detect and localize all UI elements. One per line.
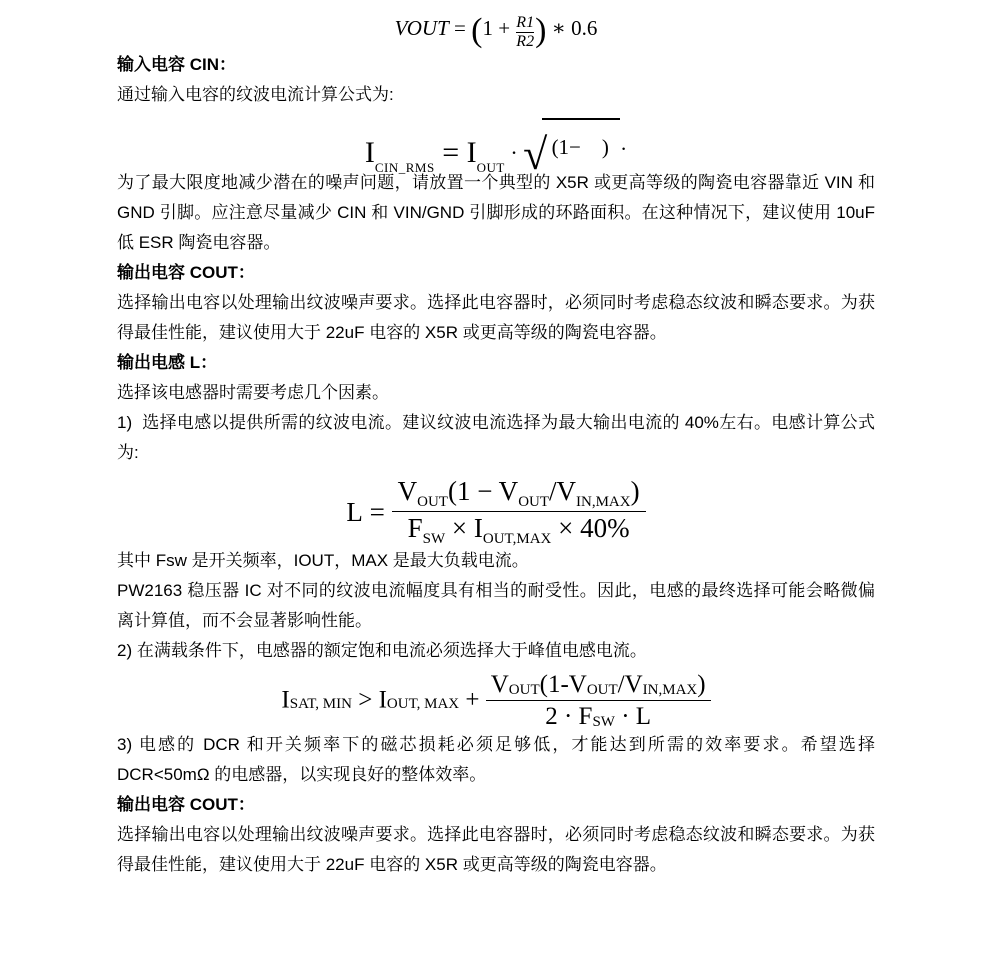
paragraph-inductor-note-fsw: 其中 Fsw 是开关频率，IOUT，MAX 是最大负载电流。 (117, 551, 529, 570)
formula-isat-den-pre: 2 · F (545, 702, 593, 730)
formula-isat-numerator (486, 669, 711, 700)
formula-isat-lhs-sub: SAT, MIN (289, 696, 352, 712)
formula-isat-denominator (486, 700, 711, 732)
formula-l-numerator (392, 475, 646, 512)
paragraph-inductor-intro: 选择该电感器时需要考虑几个因素。 (117, 383, 389, 402)
formula-isat-num-slash: /V (617, 670, 643, 698)
heading-input-capacitor: 输入电容 CIN： (117, 55, 236, 74)
formula-l-num-close: ) (630, 475, 640, 506)
paragraph-output-cap-first-body: 选择输出电容以处理输出纹波噪声要求。选择此电容器时，必须同时考虑稳态纹波和瞬态要求。为获得最佳性能，建议使用大于 22uF 电容的 X5R 或更高等级的陶瓷电容器。 (117, 293, 875, 342)
formula-icin-base2: I (466, 136, 477, 169)
formula-l-den-pct: 40% (580, 513, 630, 544)
formula-vout-equals: = (448, 16, 472, 40)
paragraph-input-cap-intro: 通过输入电容的纹波电流计算公式为: (117, 85, 394, 104)
formula-vout-times-06: ∗ 0.6 (546, 16, 598, 40)
formula-icin-sub2: OUT (476, 160, 505, 175)
formula-icin-equals: = (434, 136, 467, 169)
formula-l-denominator (392, 511, 646, 549)
formula-l-den-times2: × (551, 513, 581, 544)
paragraph-inductor-point2: 2) 在满载条件下，电感器的额定饱和电流必须选择大于峰值电感电流。 (117, 641, 647, 660)
formula-vout (117, 6, 875, 50)
formula-l-den-times1: × I (445, 513, 483, 544)
formula-vout-close-paren: ) (535, 12, 547, 49)
paragraph-inductor-note-pw2163: PW2163 稳压器 IC 对不同的纹波电流幅度具有相当的耐受性。因此，电感的最终选择可能会略微偏离计算值，而不会显著影响性能。 (117, 581, 875, 630)
formula-isat-plus: + (459, 686, 486, 714)
formula-isat (117, 668, 875, 730)
formula-isat-num-v-sub: OUT (508, 681, 540, 698)
formula-icin-sub1: CIN_RMS (374, 160, 435, 175)
formula-isat-lhs-i: I (281, 686, 290, 714)
formula-isat-num-slash-sub: IN,MAX (642, 681, 698, 698)
formula-l-num-slash: /V (549, 475, 577, 506)
formula-icin-radicand: (1− ) (542, 118, 620, 172)
formula-isat-fraction (486, 669, 711, 733)
formula-icin-tail-dot: · (620, 137, 628, 161)
paragraph-output-cap-second-body: 选择输出电容以处理输出纹波噪声要求。选择此电容器时，必须同时考虑稳态纹波和瞬态要求。为获得最佳性能，建议使用大于 22uF 电容的 X5R 或更高等级的陶瓷电容器。 (117, 825, 875, 874)
formula-vout-fraction (516, 14, 534, 50)
heading-output-capacitor-second: 输出电容 COUT： (117, 795, 255, 814)
formula-l-num-mid-sub: OUT (518, 493, 550, 510)
formula-icin-base1: I (364, 136, 375, 169)
formula-isat-rhs-i: I (378, 686, 387, 714)
formula-l-den-f-sub: SW (422, 531, 446, 548)
heading-output-capacitor-first: 输出电容 COUT： (117, 263, 255, 282)
formula-l-lhs: L (346, 496, 363, 527)
formula-icin-rms (117, 118, 875, 179)
formula-isat-den-f-sub: SW (592, 713, 615, 730)
formula-isat-num-v: V (490, 670, 509, 698)
formula-l-fraction (392, 475, 646, 550)
paragraph-inductor-point3: 3) 电感的 DCR 和开关频率下的磁芯损耗必须足够低，才能达到所需的效率要求。希望选择 DCR<50mΩ 的电感器，以实现良好的整体效率。 (117, 735, 875, 784)
formula-vout-numerator: R1 (516, 14, 535, 32)
formula-isat-num-close: ) (697, 670, 706, 698)
formula-l-num-v: V (397, 475, 418, 506)
formula-isat-num-mid: (1-V (539, 670, 587, 698)
formula-vout-denominator: R2 (516, 32, 535, 50)
formula-isat-den-post: · L (614, 702, 652, 730)
formula-vout-one-plus: 1 + (482, 16, 516, 40)
page-content (0, 6, 991, 880)
formula-l-num-mid: (1 − V (447, 475, 519, 506)
formula-icin-dot: · (504, 140, 524, 165)
formula-isat-gt: > (351, 686, 379, 714)
paragraph-inductor-point1: 1) 选择电感以提供所需的纹波电流。建议纹波电流选择为最大输出电流的 40%左右。电感计算公式为: (117, 413, 875, 462)
formula-l-num-v-sub: OUT (417, 493, 448, 510)
formula-inductance (117, 472, 875, 546)
formula-isat-rhs-sub: OUT, MAX (386, 696, 460, 712)
formula-l-den-f: F (407, 513, 423, 544)
formula-vout-open-paren: ( (471, 12, 483, 49)
heading-output-inductor: 输出电感 L： (117, 353, 218, 372)
formula-l-num-slash-sub: IN,MAX (576, 493, 631, 510)
formula-isat-num-mid-sub: OUT (586, 681, 618, 698)
radical-sign-icon: √ (523, 130, 548, 179)
formula-l-equals: = (362, 496, 392, 527)
formula-vout-lhs: VOUT (394, 16, 449, 40)
paragraph-input-cap-body: 为了最大限度地减少潜在的噪声问题，请放置一个典型的 X5R 或更高等级的陶瓷电容器靠近 VIN 和 GND 引脚。应注意尽量减少 CIN 和 VIN/GND 引脚形成的环路面积。在这种情况下，建议使用 10uF 低 ESR 陶瓷电容器。 (117, 173, 875, 252)
formula-l-den-i-sub: OUT,MAX (482, 531, 552, 548)
